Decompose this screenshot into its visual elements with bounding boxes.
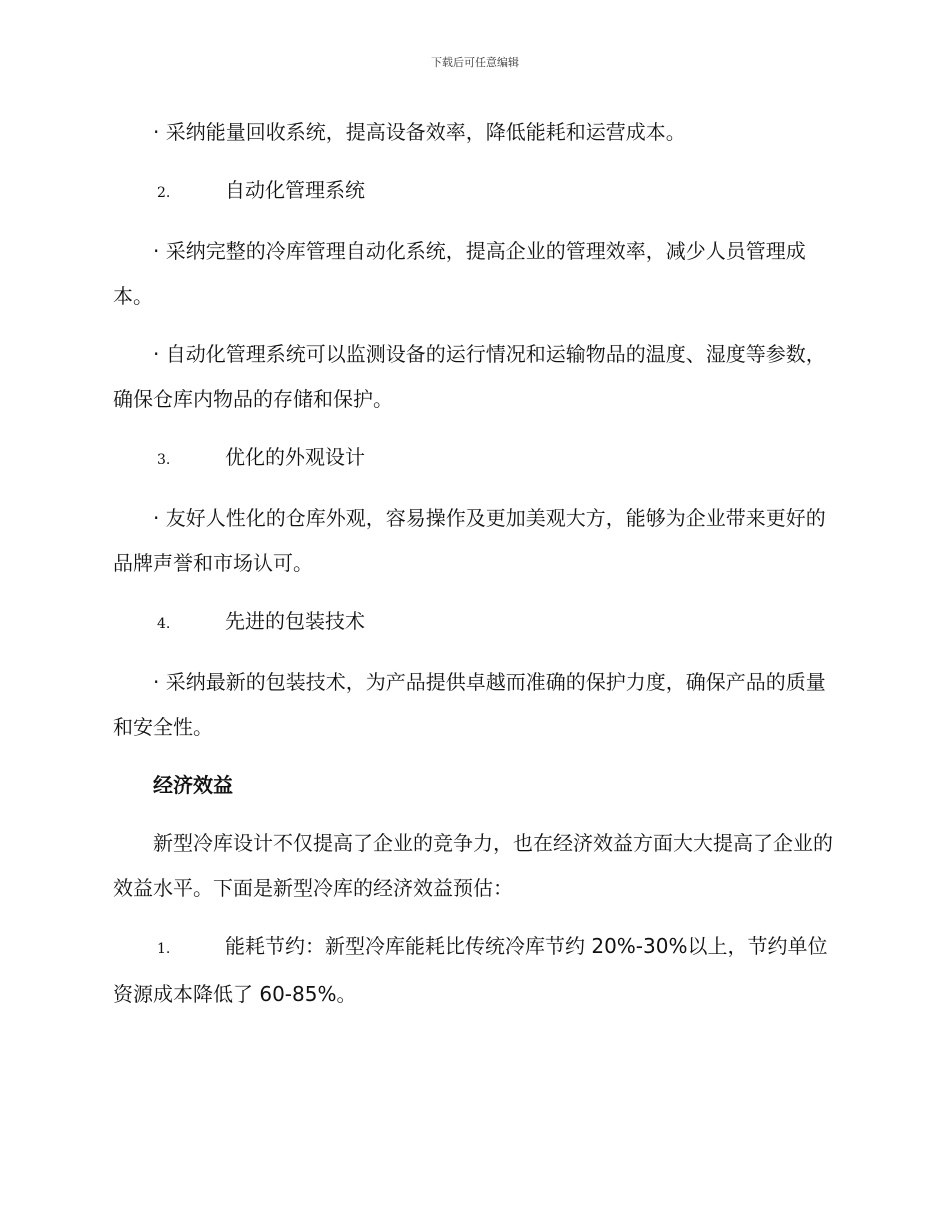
item-text: 自动化管理系统 [225, 178, 365, 202]
numbered-item-automation [113, 168, 833, 216]
paragraph-packaging: · 采纳最新的包装技术，为产品提供卓越而准确的保护力度，确保产品的质量和安全性。 [113, 670, 826, 739]
paragraph-appearance: · 友好人性化的仓库外观，容易操作及更加美观大方，能够为企业带来更好的品牌声誉和市场认可。 [113, 506, 826, 575]
item-number: 1. [157, 941, 171, 957]
numbered-item-packaging [113, 599, 833, 647]
section-heading-economic-benefit: 经济效益 [153, 773, 233, 797]
item-number: 2. [157, 185, 171, 201]
numbered-item-energy-saving [113, 924, 833, 1017]
paragraph-economic-intro: 新型冷库设计不仅提高了企业的竞争力，也在经济效益方面大大提高了企业的效益水平。下面是新型冷库的经济效益预估： [113, 831, 833, 900]
item-text: 能耗节约：新型冷库能耗比传统冷库节约 20%-30%以上，节约单位资源成本降低了 60-85%。 [113, 934, 828, 1006]
paragraph-energy-recovery: · 采纳能量回收系统，提高设备效率，降低能耗和运营成本。 [153, 120, 686, 144]
paragraph-monitoring: · 自动化管理系统可以监测设备的运行情况和运输物品的温度、湿度等参数，确保仓库内物品的存储和保护。 [113, 342, 826, 411]
item-text: 先进的包装技术 [225, 609, 365, 633]
paragraph-automation-system: · 采纳完整的冷库管理自动化系统，提高企业的管理效率，减少人员管理成本。 [113, 239, 806, 308]
document-body [113, 110, 833, 1030]
item-number: 4. [157, 616, 171, 632]
page-header-note: 下载后可任意编辑 [431, 56, 519, 69]
item-text: 优化的外观设计 [225, 445, 365, 469]
numbered-item-appearance [113, 435, 833, 483]
item-number: 3. [157, 452, 171, 468]
